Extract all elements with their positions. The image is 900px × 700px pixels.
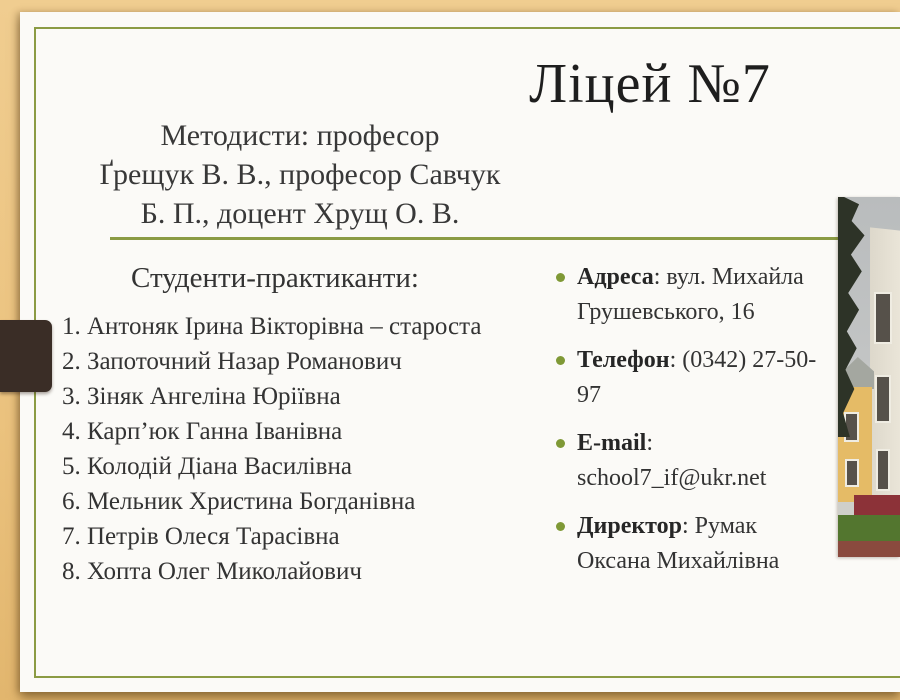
contact-label: Адреса bbox=[577, 264, 654, 290]
list-item: 3. Зіняк Ангеліна Юріївна bbox=[62, 383, 341, 410]
contact-value: : Румак Оксана Михайлівна bbox=[577, 513, 780, 574]
contact-text bbox=[577, 426, 822, 496]
olive-dot-bullet-icon bbox=[556, 439, 565, 448]
building-window bbox=[845, 459, 859, 487]
slide-canvas bbox=[20, 12, 900, 692]
contact-text bbox=[577, 260, 822, 330]
list-item: 7. Петрів Олеся Тарасівна bbox=[62, 523, 340, 550]
contact-value: : (0342) 27-50-97 bbox=[577, 347, 817, 408]
list-item: 4. Карп’юк Ганна Іванівна bbox=[62, 418, 343, 445]
contacts-list bbox=[556, 260, 842, 592]
contact-item-address bbox=[556, 260, 842, 330]
methodists-line: Ґрещук В. В., професор Савчук bbox=[99, 158, 501, 191]
contact-value: : вул. Михайла Грушевського, 16 bbox=[577, 264, 804, 325]
building-window bbox=[874, 292, 892, 344]
olive-dot-bullet-icon bbox=[556, 356, 565, 365]
walkway bbox=[838, 541, 900, 557]
contact-text bbox=[577, 343, 822, 413]
list-item: 5. Колодій Діана Василівна bbox=[62, 453, 352, 480]
brown-side-tab bbox=[0, 320, 52, 392]
methodists-line: Б. П., доцент Хрущ О. В. bbox=[140, 197, 460, 230]
green-divider-line bbox=[110, 237, 844, 240]
olive-dot-bullet-icon bbox=[556, 522, 565, 531]
school-building-photo bbox=[838, 197, 900, 557]
students-heading: Студенти-практиканти: bbox=[130, 262, 419, 294]
list-item: 6. Мельник Христина Богданівна bbox=[62, 488, 416, 515]
contact-item-email bbox=[556, 426, 842, 496]
building-window bbox=[876, 449, 890, 491]
methodists-text-block bbox=[60, 116, 540, 233]
contact-item-director bbox=[556, 509, 842, 579]
contact-value: : school7_if@ukr.net bbox=[577, 430, 767, 491]
contact-label: Телефон bbox=[577, 347, 670, 373]
grass-lawn bbox=[838, 515, 900, 543]
methodists-line: Методисти: професор bbox=[160, 119, 440, 152]
contact-label: E-mail bbox=[577, 430, 647, 456]
olive-dot-bullet-icon bbox=[556, 273, 565, 282]
contact-item-phone bbox=[556, 343, 842, 413]
contact-label: Директор bbox=[577, 513, 682, 539]
building-window bbox=[875, 375, 891, 423]
slide-title: Ліцей №7 bbox=[529, 53, 771, 115]
list-item: 2. Запоточний Назар Романович bbox=[62, 348, 402, 375]
building-porch bbox=[854, 495, 900, 517]
students-list bbox=[62, 309, 514, 589]
list-item: 8. Хопта Олег Миколайович bbox=[62, 558, 362, 585]
contact-text bbox=[577, 509, 822, 579]
list-item: 1. Антоняк Ірина Вікторівна – староста bbox=[62, 313, 482, 340]
